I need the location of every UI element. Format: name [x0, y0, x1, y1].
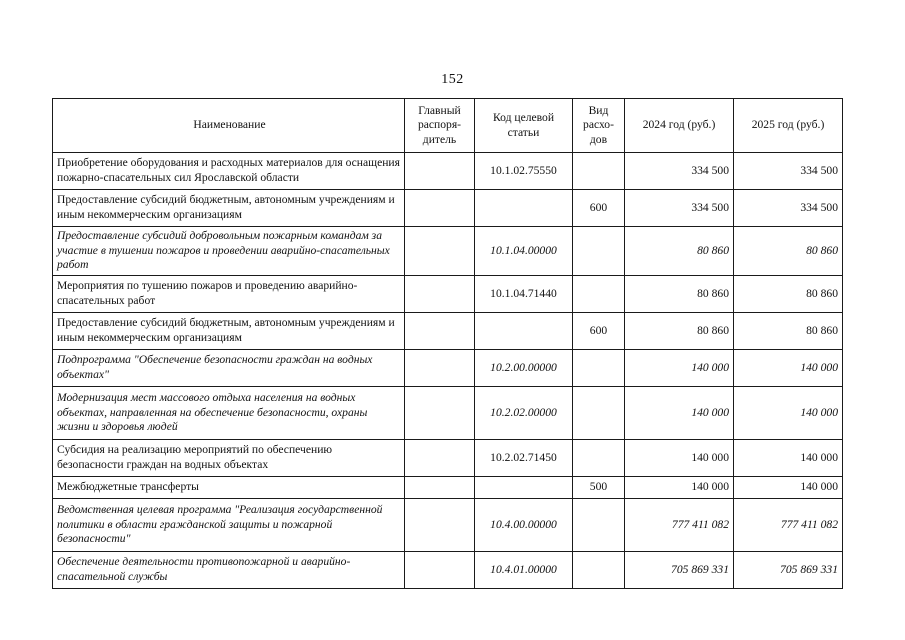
cell-manager: [405, 552, 475, 589]
cell-code: 10.1.04.00000: [475, 227, 573, 276]
cell-code: [475, 190, 573, 227]
table-body: [53, 153, 843, 589]
cell-2024: 80 860: [625, 227, 734, 276]
cell-name: Подпрограмма "Обеспечение безопасности граждан на водных объектах": [53, 350, 405, 387]
table-row: [53, 440, 843, 477]
cell-name: Предоставление субсидий бюджетным, автономным учреждениям и иным некоммерческим организациям: [53, 190, 405, 227]
cell-manager: [405, 350, 475, 387]
cell-manager: [405, 387, 475, 440]
cell-kind: [573, 499, 625, 552]
cell-2024: 80 860: [625, 276, 734, 313]
cell-2024: 80 860: [625, 313, 734, 350]
cell-code: [475, 313, 573, 350]
cell-kind: [573, 227, 625, 276]
cell-2024: 705 869 331: [625, 552, 734, 589]
cell-code: [475, 477, 573, 499]
page-number: 152: [441, 72, 464, 87]
cell-kind: 500: [573, 477, 625, 499]
table-row: [53, 227, 843, 276]
cell-kind: [573, 153, 625, 190]
cell-2024: 334 500: [625, 190, 734, 227]
table-row: [53, 313, 843, 350]
header-2025: 2025 год (руб.): [734, 99, 843, 153]
cell-2025: 140 000: [734, 387, 843, 440]
table-row: [53, 350, 843, 387]
header-manager: Главный распоря-дитель: [405, 99, 475, 153]
cell-name: Модернизация мест массового отдыха населения на водных объектах, направленная на обеспечение безопасности, охраны жизни и здоровья людей: [53, 387, 405, 440]
cell-2025: 777 411 082: [734, 499, 843, 552]
cell-kind: [573, 552, 625, 589]
cell-name: Ведомственная целевая программа "Реализация государственной политики в области гражданской защиты и пожарной безопасности": [53, 499, 405, 552]
cell-2024: 777 411 082: [625, 499, 734, 552]
cell-name: Обеспечение деятельности противопожарной и аварийно-спасательной службы: [53, 552, 405, 589]
table-row: [53, 552, 843, 589]
cell-2024: 140 000: [625, 440, 734, 477]
cell-name: Предоставление субсидий добровольным пожарным командам за участие в тушении пожаров и проведении аварийно-спасательных работ: [53, 227, 405, 276]
cell-kind: [573, 387, 625, 440]
cell-code: 10.2.00.00000: [475, 350, 573, 387]
cell-2025: 334 500: [734, 190, 843, 227]
cell-2024: 334 500: [625, 153, 734, 190]
cell-2024: 140 000: [625, 387, 734, 440]
cell-code: 10.1.02.75550: [475, 153, 573, 190]
cell-manager: [405, 313, 475, 350]
table-row: [53, 387, 843, 440]
cell-2025: 705 869 331: [734, 552, 843, 589]
table-row: [53, 276, 843, 313]
cell-kind: [573, 350, 625, 387]
cell-code: 10.2.02.00000: [475, 387, 573, 440]
table-row: [53, 153, 843, 190]
header-kind: Вид расхо-дов: [573, 99, 625, 153]
cell-manager: [405, 499, 475, 552]
cell-name: Приобретение оборудования и расходных материалов для оснащения пожарно-спасательных сил Ярославской области: [53, 153, 405, 190]
cell-name: Субсидия на реализацию мероприятий по обеспечению безопасности граждан на водных объектах: [53, 440, 405, 477]
cell-manager: [405, 153, 475, 190]
cell-name: Межбюджетные трансферты: [53, 477, 405, 499]
cell-manager: [405, 227, 475, 276]
budget-table: [52, 98, 843, 589]
cell-name: Предоставление субсидий бюджетным, автономным учреждениям и иным некоммерческим организациям: [53, 313, 405, 350]
cell-2025: 140 000: [734, 440, 843, 477]
cell-code: 10.1.04.71440: [475, 276, 573, 313]
cell-2025: 80 860: [734, 227, 843, 276]
cell-name: Мероприятия по тушению пожаров и проведению аварийно-спасательных работ: [53, 276, 405, 313]
cell-kind: [573, 276, 625, 313]
cell-2024: 140 000: [625, 477, 734, 499]
cell-kind: 600: [573, 313, 625, 350]
table-row: [53, 190, 843, 227]
cell-2025: 140 000: [734, 350, 843, 387]
cell-code: 10.4.01.00000: [475, 552, 573, 589]
cell-manager: [405, 477, 475, 499]
header-code: Код целевой статьи: [475, 99, 573, 153]
cell-2025: 80 860: [734, 276, 843, 313]
header-name: Наименование: [53, 99, 405, 153]
cell-code: 10.2.02.71450: [475, 440, 573, 477]
cell-2025: 140 000: [734, 477, 843, 499]
cell-manager: [405, 440, 475, 477]
cell-kind: 600: [573, 190, 625, 227]
cell-kind: [573, 440, 625, 477]
table-row: [53, 499, 843, 552]
cell-2025: 80 860: [734, 313, 843, 350]
table-header-row: [53, 99, 843, 153]
cell-manager: [405, 190, 475, 227]
cell-2025: 334 500: [734, 153, 843, 190]
table-row: [53, 477, 843, 499]
cell-code: 10.4.00.00000: [475, 499, 573, 552]
header-2024: 2024 год (руб.): [625, 99, 734, 153]
cell-manager: [405, 276, 475, 313]
cell-2024: 140 000: [625, 350, 734, 387]
